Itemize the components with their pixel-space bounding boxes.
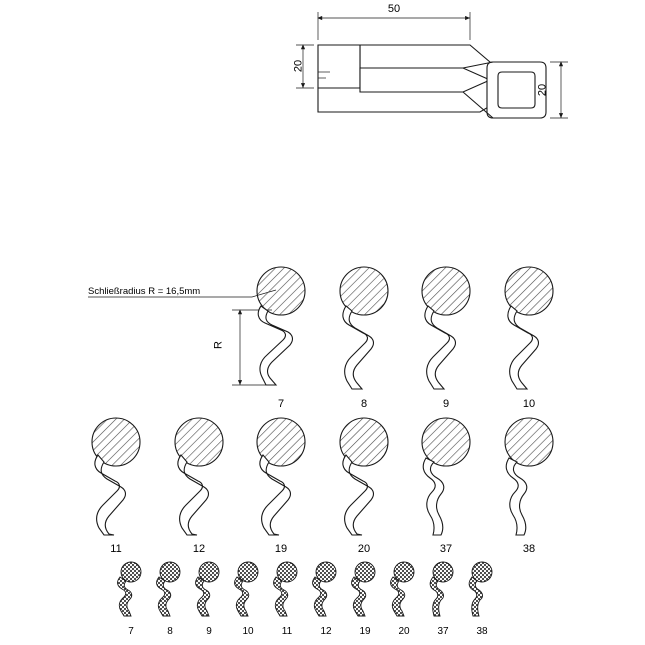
label-row2-item-1: 11 xyxy=(110,543,122,555)
label-row3-item-3: 9 xyxy=(206,626,212,637)
profile-row2-12 xyxy=(175,418,223,535)
label-row1-item-1: 7 xyxy=(277,398,285,410)
dimension-50 xyxy=(318,12,470,40)
profile-row3-7 xyxy=(118,562,141,616)
label-row1-item-2: 8 xyxy=(360,398,368,410)
label-row3-item-10: 38 xyxy=(476,626,488,637)
label-row1-item-4: 10 xyxy=(522,398,536,410)
label-row2-item-3: 19 xyxy=(274,543,288,555)
label-row2-item-6: 38 xyxy=(522,543,536,555)
profile-row3-11 xyxy=(274,562,297,616)
label-row3-item-9: 37 xyxy=(437,626,449,637)
profile-row2-11 xyxy=(92,418,140,535)
label-row3-item-5: 11 xyxy=(281,626,293,637)
profile-row2-37 xyxy=(422,418,470,535)
profile-row3-20 xyxy=(391,562,414,616)
profile-row1-9 xyxy=(422,267,470,389)
profile-row2-19 xyxy=(257,418,305,535)
dimension-20-right xyxy=(550,62,568,118)
label-row3-item-7: 19 xyxy=(359,626,371,637)
label-row3-item-4: 10 xyxy=(242,626,254,637)
profile-row3-38 xyxy=(469,562,492,616)
profile-row3-19 xyxy=(352,562,375,616)
profile-row3-37 xyxy=(430,562,453,616)
label-row2-item-5: 37 xyxy=(439,543,453,555)
profile-row3-10 xyxy=(235,562,258,616)
label-row3-item-1: 7 xyxy=(128,626,134,637)
profile-row2-20 xyxy=(340,418,388,535)
profile-row3-9 xyxy=(196,562,219,616)
label-row2-item-2: 12 xyxy=(192,543,206,555)
label-row3-item-6: 12 xyxy=(320,626,332,637)
label-row3-item-2: 8 xyxy=(167,626,173,637)
dimension-20-right-label: 20 xyxy=(536,83,549,97)
profile-row3-8 xyxy=(157,562,180,616)
profile-row1-10 xyxy=(505,267,553,389)
radius-dimension-label: R xyxy=(212,341,225,349)
dimension-50-label: 50 xyxy=(387,3,401,15)
top-view-outline xyxy=(318,45,546,118)
label-row3-item-8: 20 xyxy=(398,626,410,637)
profile-row1-8 xyxy=(340,267,388,389)
profile-row3-12 xyxy=(313,562,336,616)
closing-radius-note: Schließradius R = 16,5mm xyxy=(88,286,201,297)
dimension-20-left-label: 20 xyxy=(292,59,305,73)
label-row2-item-4: 20 xyxy=(357,543,371,555)
profile-row2-38 xyxy=(505,418,553,535)
profile-row1-7 xyxy=(257,267,305,385)
label-row1-item-3: 9 xyxy=(442,398,450,410)
